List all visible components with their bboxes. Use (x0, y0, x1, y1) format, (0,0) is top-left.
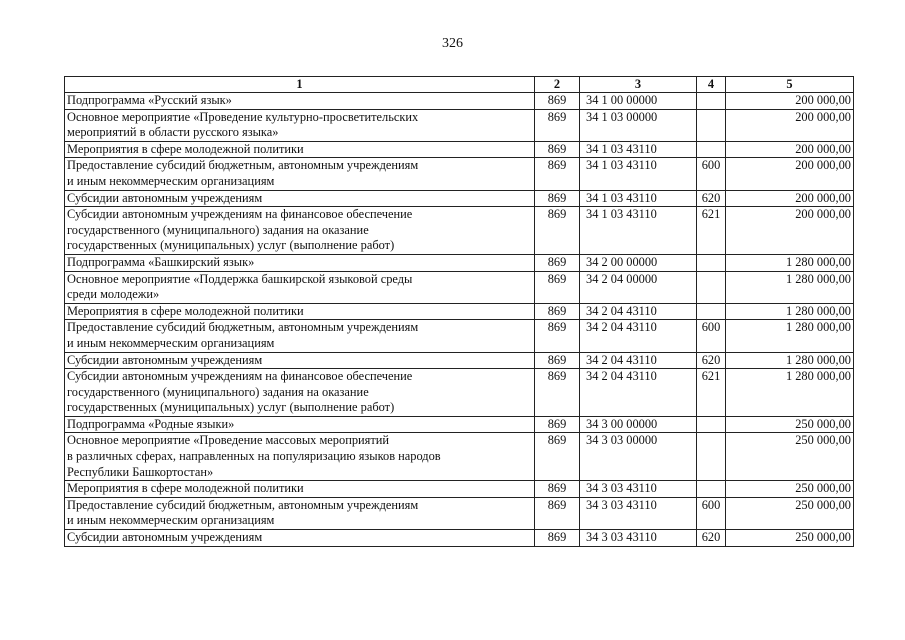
cell-amount: 1 280 000,00 (726, 303, 854, 320)
cell-amount: 1 280 000,00 (726, 369, 854, 417)
cell-name: Мероприятия в сфере молодежной политики (65, 303, 535, 320)
cell-target-code: 34 1 03 00000 (580, 109, 697, 141)
header-row (65, 77, 854, 93)
cell-expense-type (697, 303, 726, 320)
cell-expense-type (697, 416, 726, 433)
cell-target-code: 34 2 00 00000 (580, 254, 697, 271)
table-row (65, 271, 854, 303)
cell-expense-type: 600 (697, 320, 726, 352)
cell-amount: 200 000,00 (726, 190, 854, 207)
cell-name: Мероприятия в сфере молодежной политики (65, 141, 535, 158)
cell-name: Основное мероприятие «Поддержка башкирской языковой среды среди молодежи» (65, 271, 535, 303)
cell-expense-type (697, 93, 726, 110)
cell-code: 869 (535, 416, 580, 433)
cell-name: Предоставление субсидий бюджетным, автономным учреждениям и иным некоммерческим организациям (65, 158, 535, 190)
cell-target-code: 34 1 03 43110 (580, 141, 697, 158)
cell-expense-type: 620 (697, 530, 726, 547)
table-row (65, 303, 854, 320)
cell-target-code: 34 1 03 43110 (580, 190, 697, 207)
cell-code: 869 (535, 207, 580, 255)
budget-table (64, 76, 854, 547)
table-header (65, 77, 854, 93)
cell-amount: 250 000,00 (726, 481, 854, 498)
cell-expense-type (697, 481, 726, 498)
cell-code: 869 (535, 190, 580, 207)
cell-amount: 250 000,00 (726, 416, 854, 433)
cell-amount: 250 000,00 (726, 433, 854, 481)
table-row (65, 141, 854, 158)
cell-code: 869 (535, 530, 580, 547)
cell-name: Предоставление субсидий бюджетным, автономным учреждениям и иным некоммерческим организациям (65, 320, 535, 352)
table-row (65, 190, 854, 207)
table-row (65, 320, 854, 352)
cell-code: 869 (535, 497, 580, 529)
cell-target-code: 34 1 03 43110 (580, 158, 697, 190)
cell-name: Субсидии автономным учреждениям (65, 352, 535, 369)
cell-code: 869 (535, 369, 580, 417)
table-row (65, 254, 854, 271)
cell-name: Субсидии автономным учреждениям (65, 190, 535, 207)
cell-target-code: 34 3 00 00000 (580, 416, 697, 433)
cell-name: Субсидии автономным учреждениям (65, 530, 535, 547)
cell-code: 869 (535, 271, 580, 303)
cell-expense-type: 620 (697, 190, 726, 207)
cell-amount: 200 000,00 (726, 109, 854, 141)
cell-amount: 200 000,00 (726, 158, 854, 190)
cell-name: Основное мероприятие «Проведение массовых мероприятий в различных сферах, направленных на популяризацию языков народов Республики Башкортостан» (65, 433, 535, 481)
header-col-name: 1 (65, 77, 535, 93)
cell-amount: 250 000,00 (726, 530, 854, 547)
table-row (65, 416, 854, 433)
table-row (65, 158, 854, 190)
cell-expense-type (697, 271, 726, 303)
header-col-code: 2 (535, 77, 580, 93)
cell-code: 869 (535, 433, 580, 481)
table-row (65, 481, 854, 498)
cell-amount: 1 280 000,00 (726, 352, 854, 369)
cell-expense-type: 621 (697, 369, 726, 417)
table-row (65, 530, 854, 547)
cell-target-code: 34 2 04 43110 (580, 320, 697, 352)
table-row (65, 207, 854, 255)
cell-code: 869 (535, 352, 580, 369)
cell-target-code: 34 3 03 43110 (580, 497, 697, 529)
cell-target-code: 34 2 04 43110 (580, 303, 697, 320)
header-col-type: 4 (697, 77, 726, 93)
cell-target-code: 34 3 03 00000 (580, 433, 697, 481)
cell-amount: 1 280 000,00 (726, 320, 854, 352)
cell-amount: 1 280 000,00 (726, 254, 854, 271)
table-row (65, 433, 854, 481)
cell-name: Субсидии автономным учреждениям на финансовое обеспечение государственного (муниципального) задания на оказание государственных (муниципальных) услуг (выполнение работ) (65, 207, 535, 255)
cell-target-code: 34 2 04 00000 (580, 271, 697, 303)
cell-expense-type: 621 (697, 207, 726, 255)
cell-code: 869 (535, 93, 580, 110)
cell-expense-type (697, 141, 726, 158)
cell-expense-type (697, 433, 726, 481)
cell-target-code: 34 1 03 43110 (580, 207, 697, 255)
header-col-amount: 5 (726, 77, 854, 93)
cell-amount: 200 000,00 (726, 207, 854, 255)
cell-expense-type: 600 (697, 158, 726, 190)
table-row (65, 93, 854, 110)
cell-amount: 200 000,00 (726, 141, 854, 158)
cell-target-code: 34 1 00 00000 (580, 93, 697, 110)
cell-expense-type: 620 (697, 352, 726, 369)
cell-name: Субсидии автономным учреждениям на финансовое обеспечение государственного (муниципального) задания на оказание государственных (муниципальных) услуг (выполнение работ) (65, 369, 535, 417)
table-row (65, 352, 854, 369)
cell-amount: 1 280 000,00 (726, 271, 854, 303)
cell-code: 869 (535, 481, 580, 498)
table-body (65, 93, 854, 547)
cell-amount: 250 000,00 (726, 497, 854, 529)
cell-code: 869 (535, 141, 580, 158)
cell-name: Предоставление субсидий бюджетным, автономным учреждениям и иным некоммерческим организациям (65, 497, 535, 529)
cell-name: Мероприятия в сфере молодежной политики (65, 481, 535, 498)
cell-amount: 200 000,00 (726, 93, 854, 110)
cell-expense-type: 600 (697, 497, 726, 529)
cell-target-code: 34 2 04 43110 (580, 352, 697, 369)
page-number: 326 (442, 36, 463, 51)
header-col-target: 3 (580, 77, 697, 93)
cell-target-code: 34 3 03 43110 (580, 481, 697, 498)
cell-expense-type (697, 254, 726, 271)
cell-code: 869 (535, 254, 580, 271)
cell-target-code: 34 3 03 43110 (580, 530, 697, 547)
table-row (65, 109, 854, 141)
cell-code: 869 (535, 158, 580, 190)
cell-code: 869 (535, 303, 580, 320)
cell-name: Подпрограмма «Родные языки» (65, 416, 535, 433)
cell-name: Подпрограмма «Русский язык» (65, 93, 535, 110)
cell-code: 869 (535, 320, 580, 352)
cell-code: 869 (535, 109, 580, 141)
cell-name: Основное мероприятие «Проведение культурно-просветительских мероприятий в области русского языка» (65, 109, 535, 141)
cell-name: Подпрограмма «Башкирский язык» (65, 254, 535, 271)
cell-target-code: 34 2 04 43110 (580, 369, 697, 417)
cell-expense-type (697, 109, 726, 141)
table-row (65, 497, 854, 529)
table-row (65, 369, 854, 417)
